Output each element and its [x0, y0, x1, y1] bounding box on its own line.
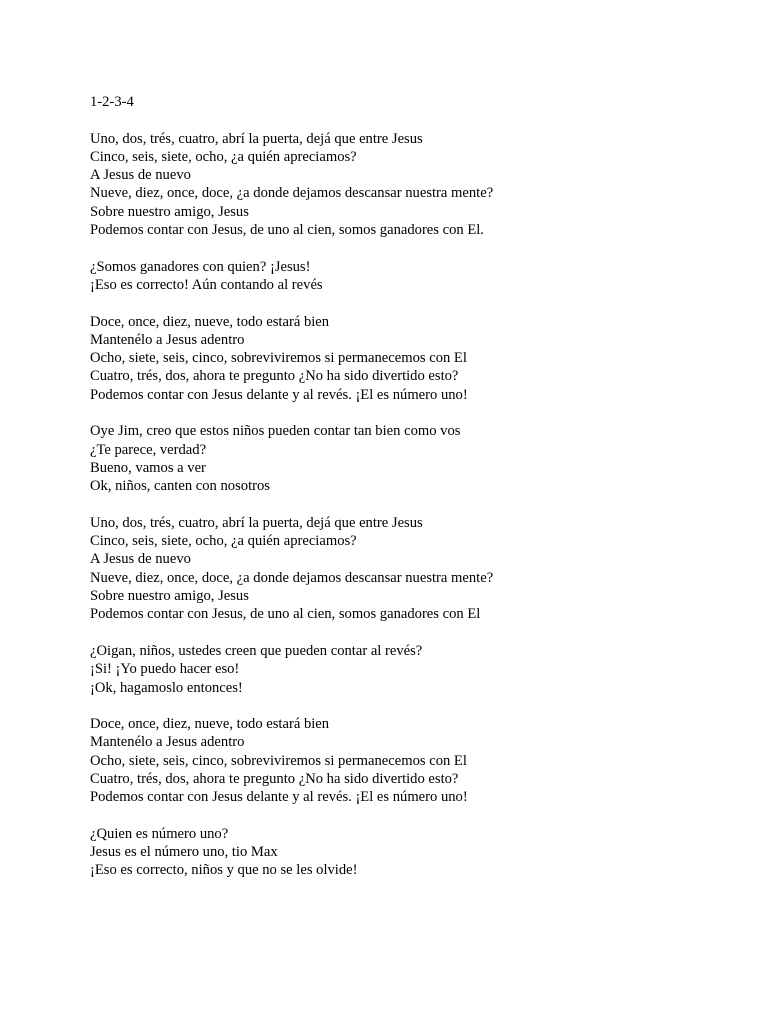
lyric-line: Podemos contar con Jesus, de uno al cien, somos ganadores con El	[90, 606, 481, 623]
lyric-line: Podemos contar con Jesus delante y al revés. ¡El es número uno!	[90, 789, 468, 806]
lyric-line: Doce, once, diez, nueve, todo estará bien	[90, 313, 330, 330]
stanza-1	[90, 130, 730, 240]
lyric-line: ¿Quien es número uno?	[90, 825, 229, 842]
stanza-2	[90, 258, 730, 295]
lyric-line: Cuatro, trés, dos, ahora te pregunto ¿No ha sido divertido esto?	[90, 368, 459, 385]
lyric-line: Mantenélo a Jesus adentro	[90, 331, 245, 348]
lyric-line: Nueve, diez, once, doce, ¿a donde dejamos descansar nuestra mente?	[90, 569, 494, 586]
stanza-7	[90, 715, 730, 806]
stanza-6	[90, 642, 730, 697]
lyric-line: Cinco, seis, siete, ocho, ¿a quién apreciamos?	[90, 148, 357, 165]
lyric-line: ¡Ok, hagamoslo entonces!	[90, 679, 243, 696]
lyric-line: Podemos contar con Jesus, de uno al cien, somos ganadores con El.	[90, 222, 484, 239]
lyric-line: Ok, niños, canten con nosotros	[90, 478, 270, 495]
lyric-line: Nueve, diez, once, doce, ¿a donde dejamos descansar nuestra mente?	[90, 185, 494, 202]
lyric-line: A Jesus de nuevo	[90, 167, 191, 184]
lyric-line: Uno, dos, trés, cuatro, abrí la puerta, dejá que entre Jesus	[90, 130, 423, 147]
lyric-line: Bueno, vamos a ver	[90, 459, 206, 476]
lyric-line: Podemos contar con Jesus delante y al revés. ¡El es número uno!	[90, 386, 468, 403]
lyric-line: Oye Jim, creo que estos niños pueden contar tan bien como vos	[90, 423, 461, 440]
stanza-4	[90, 422, 730, 495]
lyric-line: Mantenélo a Jesus adentro	[90, 734, 245, 751]
lyric-line: Sobre nuestro amigo, Jesus	[90, 203, 249, 220]
lyric-line: ¿Somos ganadores con quien? ¡Jesus!	[90, 258, 311, 275]
lyric-line: Cinco, seis, siete, ocho, ¿a quién apreciamos?	[90, 533, 357, 550]
lyric-line: Doce, once, diez, nueve, todo estará bien	[90, 716, 330, 733]
lyric-line: ¿Te parece, verdad?	[90, 441, 207, 458]
lyric-line: Jesus es el número uno, tio Max	[90, 844, 278, 861]
lyric-line: Cuatro, trés, dos, ahora te pregunto ¿No ha sido divertido esto?	[90, 770, 459, 787]
stanza-3	[90, 313, 730, 404]
lyrics-text	[90, 93, 730, 898]
lyric-line: ¡Eso es correcto! Aún contando al revés	[90, 276, 323, 293]
lyric-line: Sobre nuestro amigo, Jesus	[90, 588, 249, 605]
document-title: 1-2-3-4	[90, 94, 134, 110]
lyric-line: Uno, dos, trés, cuatro, abrí la puerta, dejá que entre Jesus	[90, 514, 423, 531]
lyric-line: ¡Eso es correcto, niños y que no se les olvide!	[90, 862, 358, 879]
lyric-line: A Jesus de nuevo	[90, 551, 191, 568]
stanza-5	[90, 514, 730, 624]
lyric-line: ¿Oigan, niños, ustedes creen que pueden contar al revés?	[90, 642, 423, 659]
lyric-line: Ocho, siete, seis, cinco, sobreviviremos si permanecemos con El	[90, 752, 467, 769]
stanza-8	[90, 825, 730, 880]
lyric-line: ¡Si! ¡Yo puedo hacer eso!	[90, 661, 240, 678]
lyric-line: Ocho, siete, seis, cinco, sobreviviremos si permanecemos con El	[90, 350, 467, 367]
